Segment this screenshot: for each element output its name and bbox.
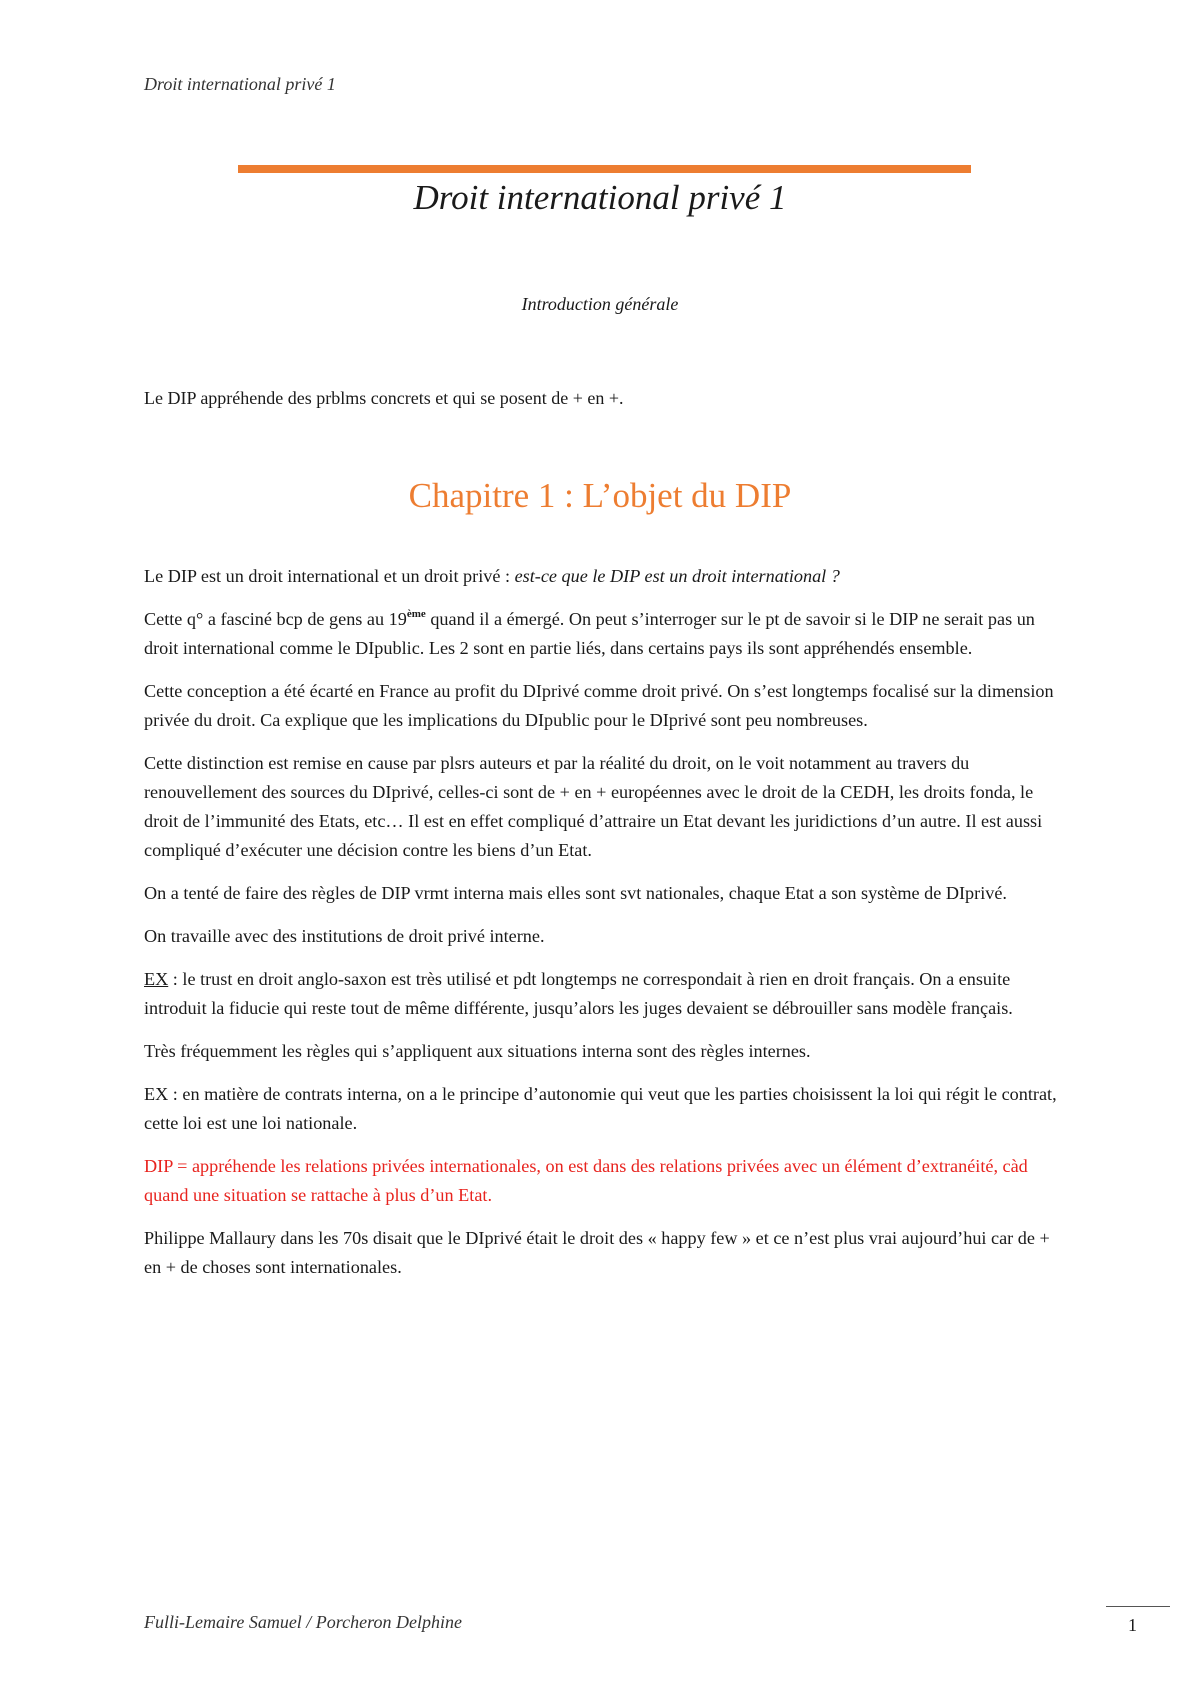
paragraph-5: On a tenté de faire des règles de DIP vrmt interna mais elles sont svt nationales, chaque Etat a son système de DIprivé. <box>144 883 1007 903</box>
superscript-eme: ème <box>406 608 426 620</box>
paragraph-2-text-start: Cette q° a fasciné bcp de gens au 19 <box>144 609 407 629</box>
paragraph-11: Philippe Mallaury dans les 70s disait que le DIprivé était le droit des « happy few » et ce n’est plus vrai aujourd’hui car de + en + de choses sont internationales. <box>144 1228 1050 1277</box>
definition-paragraph: DIP = appréhende les relations privées internationales, on est dans des relations privées avec un élément d’extranéité, càd quand une situation se rattache à plus d’un Etat. <box>144 1156 1028 1205</box>
paragraph-8: Très fréquemment les règles qui s’appliquent aux situations interna sont des règles internes. <box>144 1041 811 1061</box>
paragraph-6: On travaille avec des institutions de droit privé interne. <box>144 926 545 946</box>
footer-authors: Fulli-Lemaire Samuel / Porcheron Delphine <box>144 1612 462 1632</box>
paragraph-1 <box>144 562 1064 591</box>
paragraph-7-text: : le trust en droit anglo-saxon est très utilisé et pdt longtemps ne correspondait à rien en droit français. On a ensuite introduit la fiducie qui reste tout de même différente, jusqu’alors les juges devaient se débrouiller sans modèle français. <box>144 969 1013 1018</box>
page-number: 1 <box>1128 1615 1137 1635</box>
document-subtitle: Introduction générale <box>521 294 679 314</box>
paragraph-2-text-end: quand il a émergé. On peut s’interroger sur le pt de savoir si le DIP ne serait pas un droit international comme le DIpublic. Les 2 sont en partie liés, dans certains pays ils sont appréhendés ensemble. <box>144 609 1035 658</box>
document-title: Droit international privé 1 <box>413 178 787 217</box>
example-label: EX <box>144 969 169 989</box>
paragraph-1-text: Le DIP est un droit international et un droit privé : <box>144 566 515 586</box>
intro-paragraph: Le DIP appréhende des prblms concrets et qui se posent de + en +. <box>144 388 624 408</box>
body-text <box>144 562 1064 1296</box>
footer-page-rule <box>1106 1606 1170 1607</box>
chapter-heading: Chapitre 1 : L’objet du DIP <box>408 476 792 515</box>
paragraph-4: Cette distinction est remise en cause par plsrs auteurs et par la réalité du droit, on le voit notamment au travers du renouvellement des sources du DIprivé, celles-ci sont de + en + européennes avec le droit de la CEDH, les droits fonda, le droit de l’immunité des Etats, etc… Il est en effet compliqué d’attraire un Etat devant les juridictions d’un autre. Il est aussi compliqué d’exécuter une décision contre les biens d’un Etat. <box>144 753 1043 860</box>
paragraph-1-question: est-ce que le DIP est un droit international ? <box>514 566 840 586</box>
paragraph-9: EX : en matière de contrats interna, on a le principe d’autonomie qui veut que les parties choisissent la loi qui régit le contrat, cette loi est une loi nationale. <box>144 1084 1057 1133</box>
running-header: Droit international privé 1 <box>144 74 336 94</box>
paragraph-2 <box>144 605 1064 663</box>
paragraph-7 <box>144 965 1064 1023</box>
paragraph-3: Cette conception a été écarté en France au profit du DIprivé comme droit privé. On s’est longtemps focalisé sur la dimension privée du droit. Ca explique que les implications du DIpublic pour le DIprivé sont peu nombreuses. <box>144 681 1054 730</box>
title-accent-rule <box>238 165 971 173</box>
